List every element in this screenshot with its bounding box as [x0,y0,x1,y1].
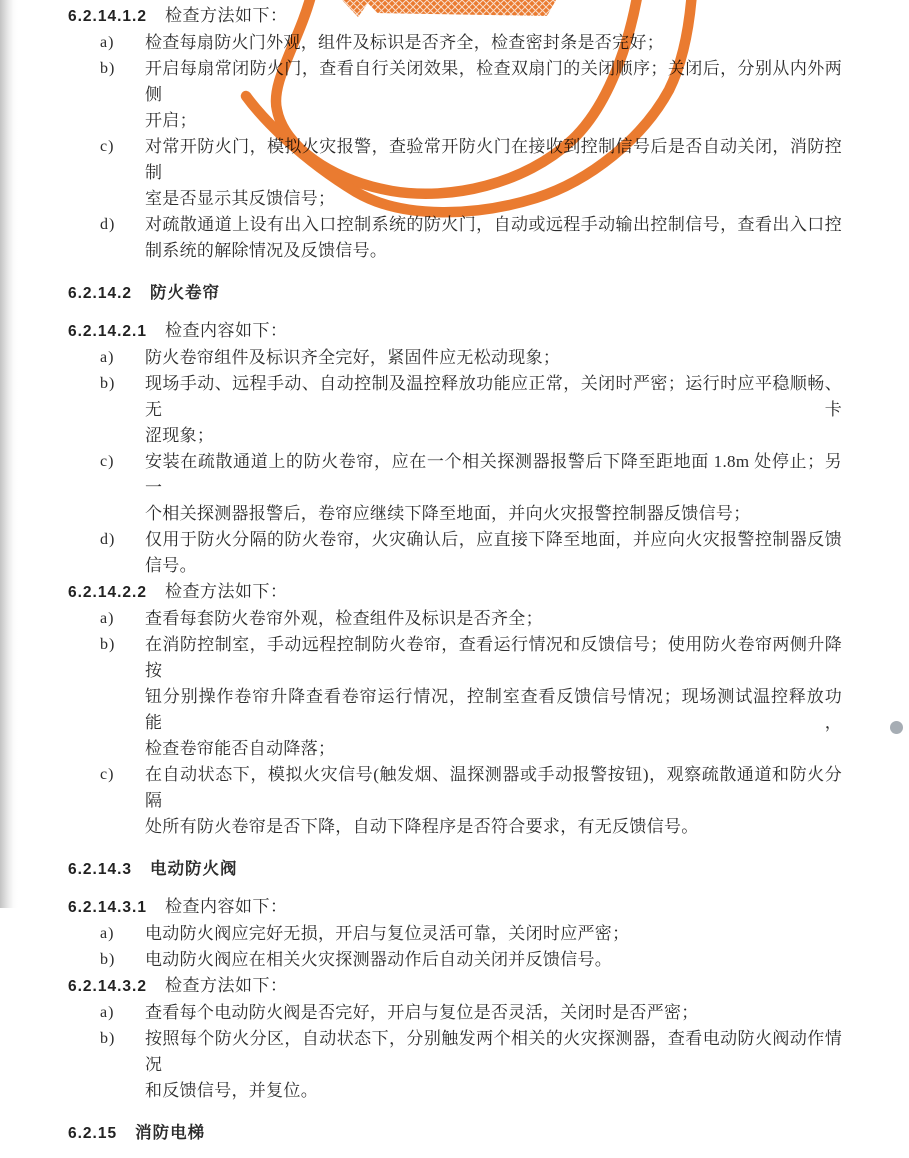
list-item [68,56,842,134]
item-label: b) [100,60,116,77]
clause-number: 6.2.14.3.1 [68,899,147,916]
clause-title: 电动防火阀 [150,860,238,878]
item-label: b) [100,1030,116,1047]
item-label: a) [100,349,115,366]
item-label: d) [100,216,116,233]
list-item [68,606,842,632]
document-page [68,3,842,1158]
clause-number: 6.2.14.3.2 [68,978,147,995]
clause-number: 6.2.14.2.2 [68,584,147,601]
section-heading [68,1120,842,1147]
item-text-line: 查看每套防火卷帘外观，检查组件及标识是否齐全； [145,609,543,628]
item-text-line: 在消防控制室，手动远程控制防火卷帘，查看运行情况和反馈信号；使用防火卷帘两侧升降按 [145,635,842,680]
clause-title: 检查内容如下： [164,321,288,340]
list-item [68,134,842,212]
item-text-line: 在自动状态下，模拟火灾信号(触发烟、温探测器或手动报警按钮)，观察疏散通道和防火分隔 [145,765,842,810]
clause-number: 6.2.15 [68,1125,118,1142]
section-heading [68,280,842,307]
clause-line [68,3,842,30]
list-item [68,1026,842,1104]
clause-title: 检查方法如下： [164,6,288,25]
item-label: b) [100,636,116,653]
list-item [68,947,842,973]
scroll-indicator-dot[interactable] [890,721,903,734]
clause-number: 6.2.14.2.1 [68,323,147,340]
item-text-line: 安装在疏散通道上的防火卷帘，应在一个相关探测器报警后下降至距地面 1.8m 处停止；另一 [145,452,842,497]
item-label: a) [100,1004,115,1021]
list-item [68,632,842,762]
item-text-line: 和反馈信号，并复位。 [145,1081,318,1100]
item-text-line: 防火卷帘组件及标识齐全完好，紧固件应无松动现象； [145,348,561,367]
item-label: b) [100,375,116,392]
list-item [68,212,842,264]
list-item [68,921,842,947]
item-text-line: 对常开防火门，模拟火灾报警，查验常开防火门在接收到控制信号后是否自动关闭，消防控制 [145,137,842,182]
item-text-line: 检查每扇防火门外观，组件及标识是否齐全，检查密封条是否完好； [145,33,664,52]
item-text-line: 室是否显示其反馈信号； [145,189,336,208]
item-text-line: 涩现象； [145,426,215,445]
clause-title: 检查方法如下： [164,582,288,601]
section-heading [68,856,842,883]
list-item [68,30,842,56]
item-text-line: 处所有防火卷帘是否下降，自动下降程序是否符合要求，有无反馈信号。 [145,817,699,836]
item-text-line: 仅用于防火分隔的防火卷帘，火灾确认后，应直接下降至地面，并应向火灾报警控制器反馈信号。 [145,530,842,575]
item-text-line: 开启； [145,111,197,130]
list-item [68,371,842,449]
clause-line [68,318,842,345]
item-label: a) [100,925,115,942]
item-text-line: 开启每扇常闭防火门，查看自行关闭效果，检查双扇门的关闭顺序；关闭后，分别从内外两侧 [145,59,842,104]
item-text-line: 电动防火阀应在相关火灾探测器动作后自动关闭并反馈信号。 [145,950,613,969]
item-label: c) [100,138,115,155]
clause-title: 检查内容如下： [164,897,288,916]
item-text-line: 查看每个电动防火阀是否完好，开启与复位是否灵活，关闭时是否严密； [145,1003,699,1022]
clause-line [68,579,842,606]
item-label: d) [100,531,116,548]
item-text-line: 按照每个防火分区，自动状态下，分别触发两个相关的火灾探测器，查看电动防火阀动作情况 [145,1029,842,1074]
item-label: a) [100,610,115,627]
clause-title: 消防电梯 [135,1124,206,1142]
item-label: c) [100,766,115,783]
list-item [68,527,842,579]
item-label: a) [100,34,115,51]
clause-number: 6.2.14.3 [68,861,133,878]
item-text-line: 制系统的解除情况及反馈信号。 [145,241,388,260]
clause-line [68,973,842,1000]
clause-title: 检查方法如下： [164,976,288,995]
item-text-line: 钮分别操作卷帘升降查看卷帘运行情况，控制室查看反馈信号情况；现场测试温控释放功能， [145,687,842,732]
list-item [68,449,842,527]
page-edge-shadow [0,0,18,908]
clause-title: 防火卷帘 [150,284,221,302]
list-item [68,762,842,840]
item-text-line: 个相关探测器报警后，卷帘应继续下降至地面，并向火灾报警控制器反馈信号； [145,504,751,523]
item-label: b) [100,951,116,968]
clause-line [68,894,842,921]
item-text-line: 现场手动、远程手动、自动控制及温控释放功能应正常，关闭时严密；运行时应平稳顺畅、无卡 [145,374,842,419]
clause-number: 6.2.14.1.2 [68,8,147,25]
item-text-line: 对疏散通道上设有出入口控制系统的防火门，自动或远程手动输出控制信号，查看出入口控 [145,215,842,234]
item-label: c) [100,453,115,470]
item-text-line: 电动防火阀应完好无损，开启与复位灵活可靠，关闭时应严密； [145,924,630,943]
clause-number: 6.2.14.2 [68,285,133,302]
list-item [68,1000,842,1026]
item-text-line: 检查卷帘能否自动降落； [145,739,336,758]
list-item [68,345,842,371]
